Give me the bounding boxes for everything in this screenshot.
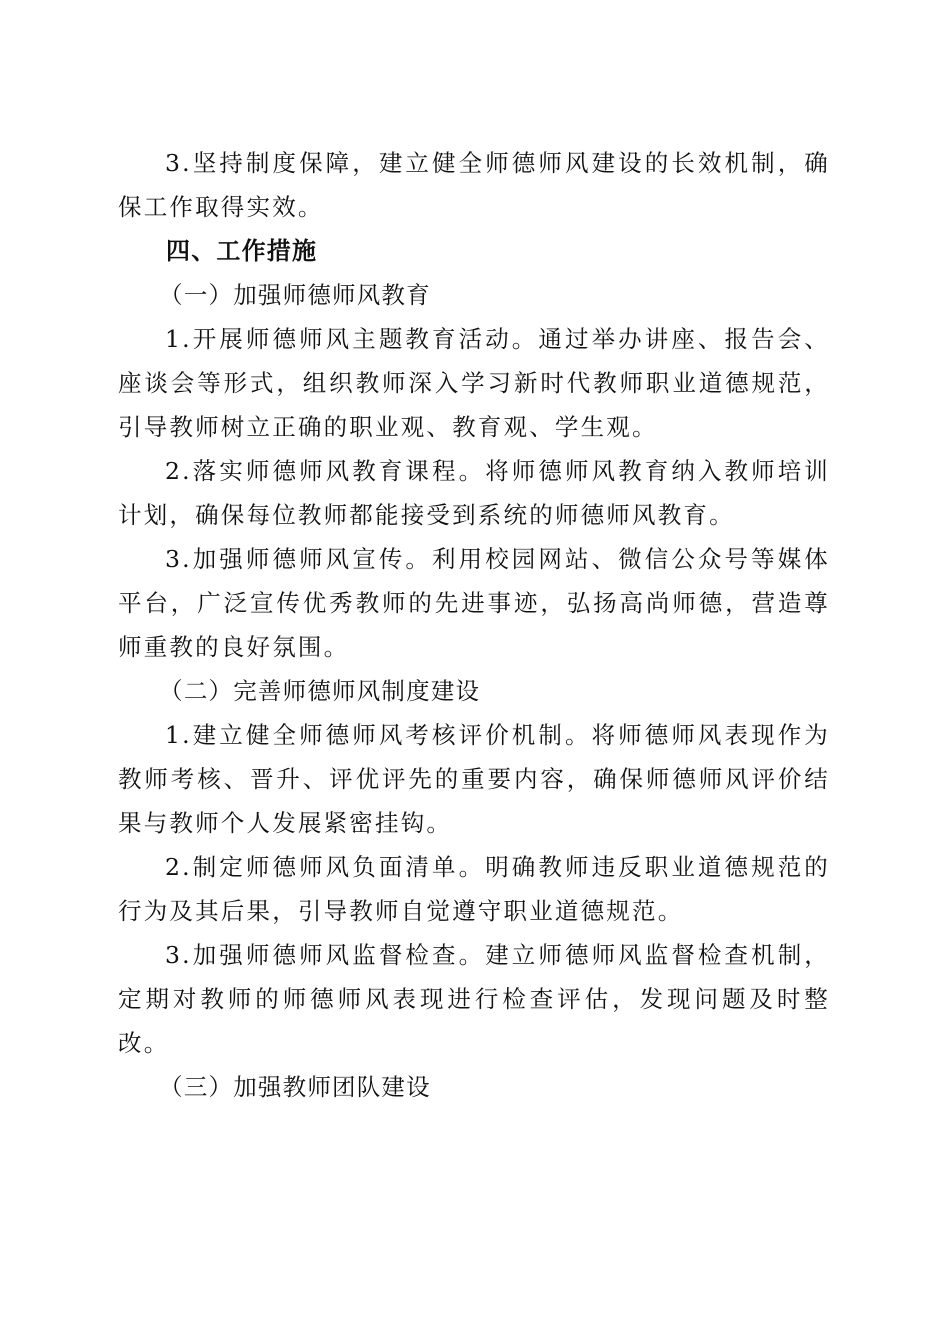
paragraph-education-courses: 2.落实师德师风教育课程。将师德师风教育纳入教师培训计划，确保每位教师都能接受到系统的师德师风教育。 (118, 457, 830, 529)
paragraph-ethics-publicity: 3.加强师德师风宣传。利用校园网站、微信公众号等媒体平台，广泛宣传优秀教师的先进事迹，弘扬高尚师德，营造尊师重教的良好氛围。 (118, 545, 830, 661)
paragraph-supervision-inspection: 3.加强师德师风监督检查。建立师德师风监督检查机制，定期对教师的师德师风表现进行检查评估，发现问题及时整改。 (118, 941, 830, 1057)
subsection-heading-team-building: （三）加强教师团队建设 (159, 1073, 431, 1101)
paragraph-theme-education: 1.开展师德师风主题教育活动。通过举办讲座、报告会、座谈会等形式，组织教师深入学习新时代教师职业道德规范，引导教师树立正确的职业观、教育观、学生观。 (118, 325, 830, 441)
subsection-heading-ethics-education: （一）加强师德师风教育 (159, 281, 431, 309)
subsection-heading-system-building: （二）完善师德师风制度建设 (159, 677, 481, 705)
paragraph-negative-list: 2.制定师德师风负面清单。明确教师违反职业道德规范的行为及其后果，引导教师自觉遵守职业道德规范。 (118, 853, 830, 925)
paragraph-institutional-guarantee: 3.坚持制度保障，建立健全师德师风建设的长效机制，确保工作取得实效。 (118, 149, 830, 221)
paragraph-assessment-mechanism: 1.建立健全师德师风考核评价机制。将师德师风表现作为教师考核、晋升、评优评先的重要内容，确保师德师风评价结果与教师个人发展紧密挂钩。 (118, 721, 830, 837)
section-heading-work-measures: 四、工作措施 (166, 236, 318, 265)
document-body (118, 141, 830, 1109)
